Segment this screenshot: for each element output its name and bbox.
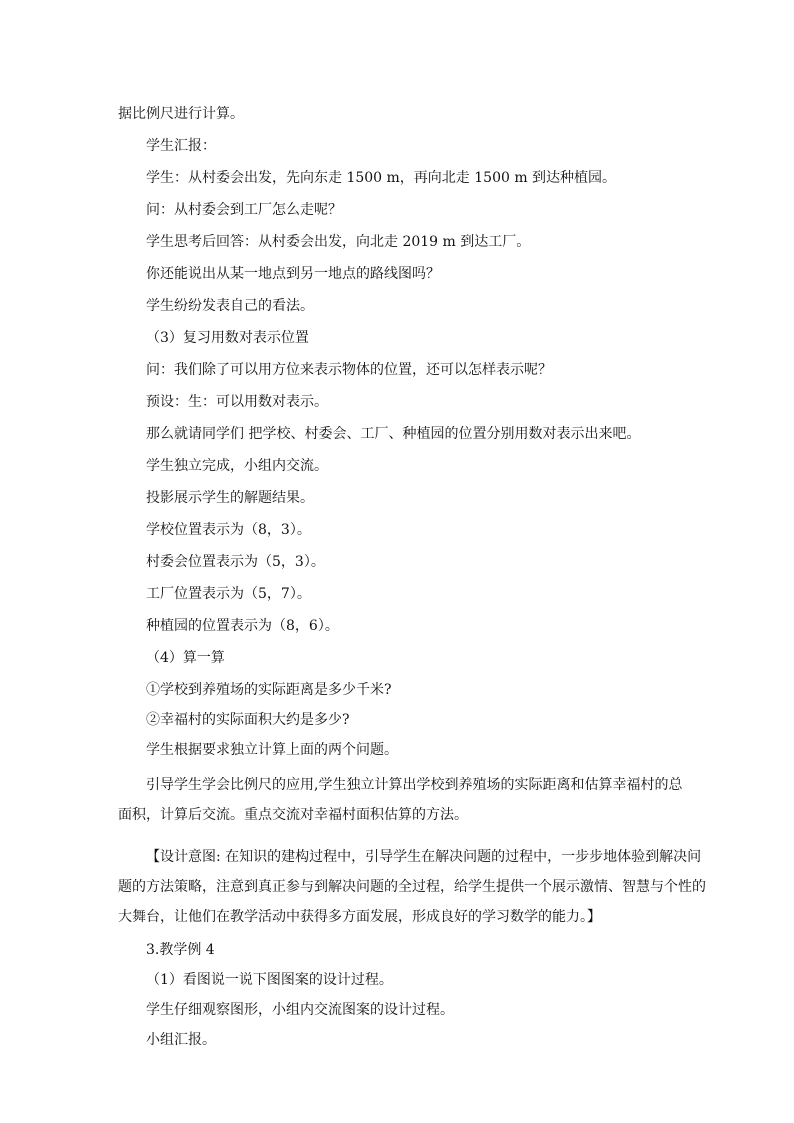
text-line-21: 学生根据要求独立计算上面的两个问题。 (146, 742, 398, 758)
text-line-5: 学生思考后回答：从村委会出发，向北走 2019 m 到达工厂。 (146, 234, 531, 250)
tail-line-4: 小组汇报。 (146, 1032, 216, 1048)
section-heading-4: （4）算一算 (146, 650, 225, 666)
section-heading-example-4: 3.教学例 4 (146, 942, 215, 958)
guide-paragraph: 引导学生学会比例尺的应用,学生独立计算出学校到养殖场的实际距离和估算幸福村的总面积，计算后交流。重点交流对幸福村面积估算的方法。 (118, 777, 683, 823)
text-line-15: 村委会位置表示为（5，3）。 (146, 554, 325, 570)
text-line-16: 工厂位置表示为（5，7）。 (146, 586, 311, 602)
text-line-10: 预设：生：可以用数对表示。 (146, 394, 328, 410)
text-line-17: 种植园的位置表示为（8，6）。 (146, 618, 339, 634)
section-heading-3: （3）复习用数对表示位置 (146, 330, 309, 346)
text-line-14: 学校位置表示为（8，3）。 (146, 522, 311, 538)
text-line-11: 那么就请同学们 把学校、村委会、工厂、种植园的位置分别用数对表示出来吧。 (146, 426, 641, 442)
tail-line-3: 学生仔细观察图形，小组内交流图案的设计过程。 (146, 1002, 454, 1018)
text-line-1: 据比例尺进行计算。 (118, 106, 244, 122)
question-1: ①学校到养殖场的实际距离是多少千米? (146, 682, 392, 698)
text-line-9: 问：我们除了可以用方位来表示物体的位置，还可以怎样表示呢？ (146, 362, 552, 378)
text-line-12: 学生独立完成，小组内交流。 (146, 458, 328, 474)
tail-line-2: （1）看图说一说下图图案的设计过程。 (146, 972, 393, 988)
text-line-7: 学生纷纷发表自己的看法。 (146, 298, 314, 314)
design-intent-paragraph: 【设计意图: 在知识的建构过程中，引导学生在解决问题的过程中，一步步地体验到解决问题的方法策略，注意到真正参与到解决问题的全过程，给学生提供一个展示激情、智慧与个性的大舞台，让他们在教学活动中获得多方面发展，形成良好的学习数学的能力。】 (118, 849, 706, 925)
text-line-6: 你还能说出从某一地点到另一地点的路线图吗？ (146, 266, 440, 282)
question-2: ②幸福村的实际面积大约是多少? (146, 712, 350, 728)
text-line-2: 学生汇报： (146, 138, 216, 154)
text-line-3: 学生：从村委会出发，先向东走 1500 m，再向北走 1500 m 到达种植园。 (146, 170, 617, 186)
text-line-4: 问：从村委会到工厂怎么走呢？ (146, 202, 342, 218)
text-line-13: 投影展示学生的解题结果。 (146, 490, 314, 506)
